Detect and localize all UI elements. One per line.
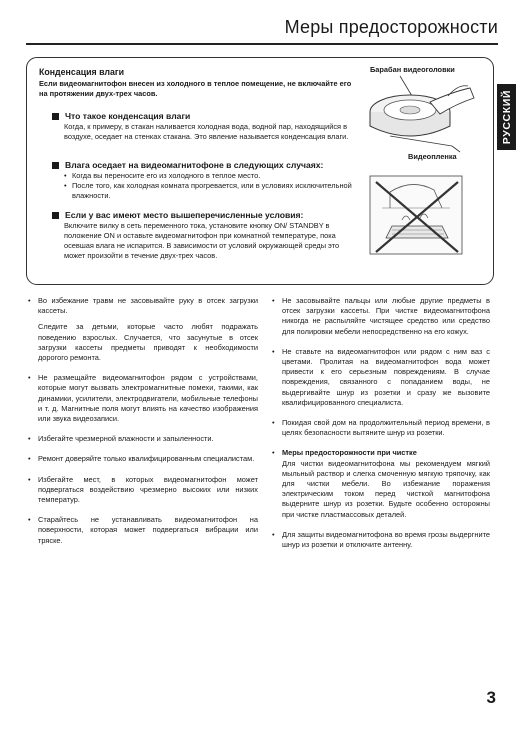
section-what-is-condensation (52, 111, 358, 142)
page-title: Меры предосторожности (284, 17, 498, 37)
list-item (28, 434, 258, 444)
list-item (272, 296, 490, 337)
item-text: Для защиты видеомагнитофона во время грозы выдергните шнур из розетки и отключите антенну. (282, 529, 490, 550)
list-item (28, 475, 258, 506)
section-heading: Если у вас имеют место вышеперечисленные условия: (65, 210, 304, 220)
list-item: • После того, как холодная комната прогревается, или в условиях исключительной влажности. (64, 181, 358, 201)
item-lead: Меры предосторожности при чистке (282, 448, 417, 458)
condensation-title: Конденсация влаги (39, 67, 124, 77)
section-heading: Что такое конденсация влаги (65, 111, 191, 121)
list-item: • Когда вы переносите его из холодного в теплое место. (64, 171, 358, 181)
language-tab-label: РУССКИЙ (500, 89, 513, 145)
section-when-condensation (52, 160, 358, 201)
list-item (28, 296, 258, 363)
item-text: Покидая свой дом на продолжительный период времени, в целях безопасности вытяните шнур из розетки. (282, 418, 490, 438)
section-what-to-do (52, 210, 358, 261)
item-text: Не засовывайте пальцы или любые другие предметы в отсек загрузки кассеты. При чистке видеомагнитофона никогда не распыляйте чистящее средство или средство для полировки мебели непосредственно на его кожух. (282, 296, 490, 336)
page-number: 3 (486, 688, 496, 707)
list-item (28, 454, 258, 464)
item-text: Старайтесь не устанавливать видеомагнитофон на поверхности, которая может подвергаться вибрации или тряске. (38, 515, 258, 545)
square-bullet-icon (52, 162, 59, 169)
item-text: Для чистки видеомагнитофона мы рекомендуем мягкий мыльный раствор и слегка смоченную мягкую тряпочку, как для чистки мебели. Во избежание поражения электрическим током перед чисткой магнитофона выдерните шнур из розетки. Будьте особенно осторожны при чистке пластмассовых деталей. (282, 458, 490, 519)
condensation-intro: Если видеомагнитофон внесен из холодного в теплое помещение, не включайте его на протяжении двух-трех часов. (39, 79, 352, 98)
square-bullet-icon (52, 212, 59, 219)
item-text: Избегайте мест, в которых видеомагнитофон может подвергаться воздействию чрезмерно высоких или низких температур. (38, 474, 258, 505)
tape-label: Видеопленка (408, 152, 457, 161)
item-subtext: Следите за детьми, которые часто любят подражать поведению взрослых. Случается, что засунутые в отсек загрузки кассеты предметы приводят к необходимости дорогого ремонта. (38, 322, 258, 363)
list-item (28, 373, 258, 424)
section-body: Включите вилку в сеть переменного тока, установите кнопку ON/ STANDBY в положение ON и оставьте видеомагнитофон при комнатной температуре, пока осевшая влага не испарится. В зависимости от условий окружающей среды это может произойти в течение двух-трех часов. (64, 221, 340, 260)
drum-label: Барабан видеоголовки (370, 65, 455, 74)
item-text: Избегайте чрезмерной влажности и запыленности. (38, 434, 214, 444)
item-text: Не ставьте на видеомагнитофон или рядом с ним ваз с цветами. Пролитая на видеомагнитофон вода может привести к его серьезным повреждениям. В случае повреждения, связанного с попаданием воды, не выдергивайте шнур из розетки и сразу же вызовите квалифицированного специалиста. (282, 346, 490, 407)
language-tab (497, 84, 516, 150)
right-column (272, 296, 490, 560)
square-bullet-icon (52, 113, 59, 120)
section-heading: Влага оседает на видеомагнитофоне в следующих случаях: (65, 160, 324, 170)
list-item (272, 347, 490, 408)
header-rule (26, 43, 498, 45)
list-item (272, 530, 490, 550)
list-item (272, 418, 490, 438)
list-item (28, 515, 258, 546)
warning-illustration (362, 168, 472, 264)
item-text: Не размещайте видеомагнитофон рядом с устройствами, которые могут вызвать электромагнитные помехи, такими, как динамики, усилители, электродвигатели, мобильные телефоны и т. д. Магнитные поля могут влиять на качество изображения или звука видеозаписи. (38, 373, 258, 424)
list-item (272, 448, 490, 519)
left-column (28, 296, 258, 556)
item-text: Во избежание травм не засовывайте руку в отсек загрузки кассеты. (38, 296, 258, 316)
item-text: Ремонт доверяйте только квалифицированным специалистам. (38, 454, 255, 464)
section-body (64, 171, 358, 201)
section-body: Когда, к примеру, в стакан наливается холодная вода, водной пар, находящийся в воздухе, оседает на стенках стакана. Это явление называется конденсация влаги. (64, 122, 349, 141)
head-drum-illustration (360, 74, 480, 154)
